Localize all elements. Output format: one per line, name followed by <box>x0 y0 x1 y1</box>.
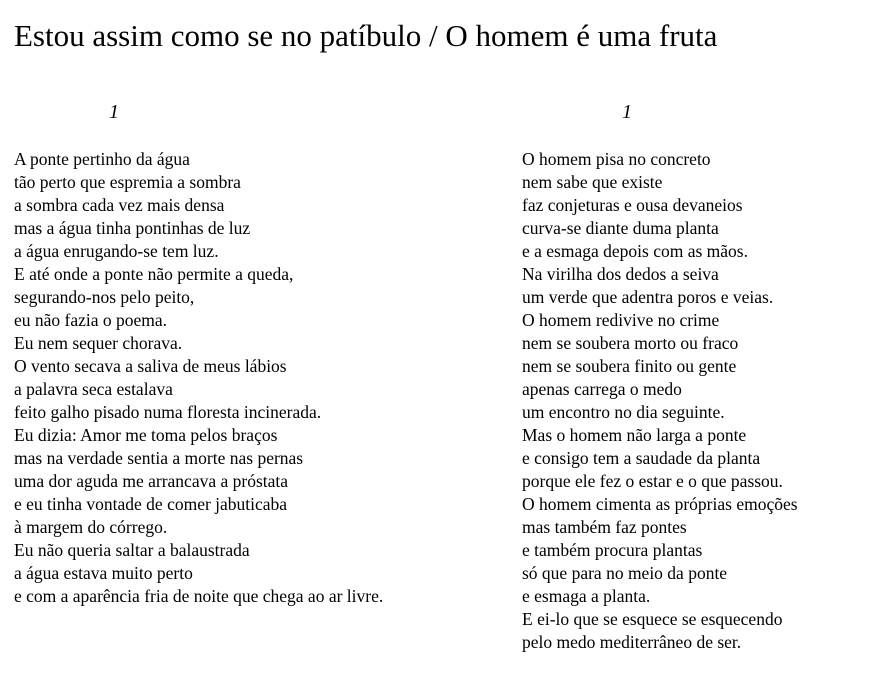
poem-line: O vento secava a saliva de meus lábios <box>14 356 287 376</box>
poem-line: a sombra cada vez mais densa <box>14 195 225 215</box>
poem-line: curva-se diante duma planta <box>522 218 719 238</box>
poem-line: só que para no meio da ponte <box>522 563 728 583</box>
poem-line: Eu dizia: Amor me toma pelos braços <box>14 425 278 445</box>
poem-line: Eu nem sequer chorava. <box>14 333 183 353</box>
poem-line: mas também faz pontes <box>522 517 687 537</box>
poem-right-lines <box>522 148 798 654</box>
poem-line: e também procura plantas <box>522 540 703 560</box>
poem-line: um verde que adentra poros e veias. <box>522 287 774 307</box>
poem-line: nem se soubera finito ou gente <box>522 356 737 376</box>
poem-line: faz conjeturas e ousa devaneios <box>522 195 743 215</box>
poem-line: e a esmaga depois com as mãos. <box>522 241 748 261</box>
poem-line: a água estava muito perto <box>14 563 193 583</box>
poem-left-number: 1 <box>109 101 119 123</box>
poem-line: E ei-lo que se esquece se esquecendo <box>522 609 783 629</box>
poem-line: a palavra seca estalava <box>14 379 173 399</box>
poem-line: feito galho pisado numa floresta incinerada. <box>14 402 322 422</box>
poem-line: nem se soubera morto ou fraco <box>522 333 739 353</box>
poem-line: mas a água tinha pontinhas de luz <box>14 218 251 238</box>
poem-line: apenas carrega o medo <box>522 379 682 399</box>
poem-line: mas na verdade sentia a morte nas pernas <box>14 448 304 468</box>
poem-line: a água enrugando-se tem luz. <box>14 241 219 261</box>
poem-line: e com a aparência fria de noite que chega ao ar livre. <box>14 586 384 606</box>
poem-line: pelo medo mediterrâneo de ser. <box>522 632 742 652</box>
poem-line: um encontro no dia seguinte. <box>522 402 725 422</box>
poem-line: O homem pisa no concreto <box>522 149 711 169</box>
poem-line: porque ele fez o estar e o que passou. <box>522 471 783 491</box>
poem-line: E até onde a ponte não permite a queda, <box>14 264 294 284</box>
poem-line: eu não fazia o poema. <box>14 310 168 330</box>
poem-right-number: 1 <box>622 101 632 123</box>
poem-line: e consigo tem a saudade da planta <box>522 448 761 468</box>
poem-line: segurando-nos pelo peito, <box>14 287 195 307</box>
poem-line: A ponte pertinho da água <box>14 149 190 169</box>
poem-line: Mas o homem não larga a ponte <box>522 425 747 445</box>
poem-line: O homem cimenta as próprias emoções <box>522 494 798 514</box>
poem-line: Eu não queria saltar a balaustrada <box>14 540 250 560</box>
poem-line: à margem do córrego. <box>14 517 168 537</box>
poem-left-lines <box>14 148 383 608</box>
poem-line: e eu tinha vontade de comer jabuticaba <box>14 494 288 514</box>
poem-line: O homem redivive no crime <box>522 310 720 330</box>
poem-line: tão perto que espremia a sombra <box>14 172 241 192</box>
poem-line: e esmaga a planta. <box>522 586 651 606</box>
poem-line: nem sabe que existe <box>522 172 663 192</box>
poem-line: Na virilha dos dedos a seiva <box>522 264 719 284</box>
page-title: Estou assim como se no patíbulo / O homem é uma fruta <box>14 18 718 53</box>
poem-line: uma dor aguda me arrancava a próstata <box>14 471 289 491</box>
